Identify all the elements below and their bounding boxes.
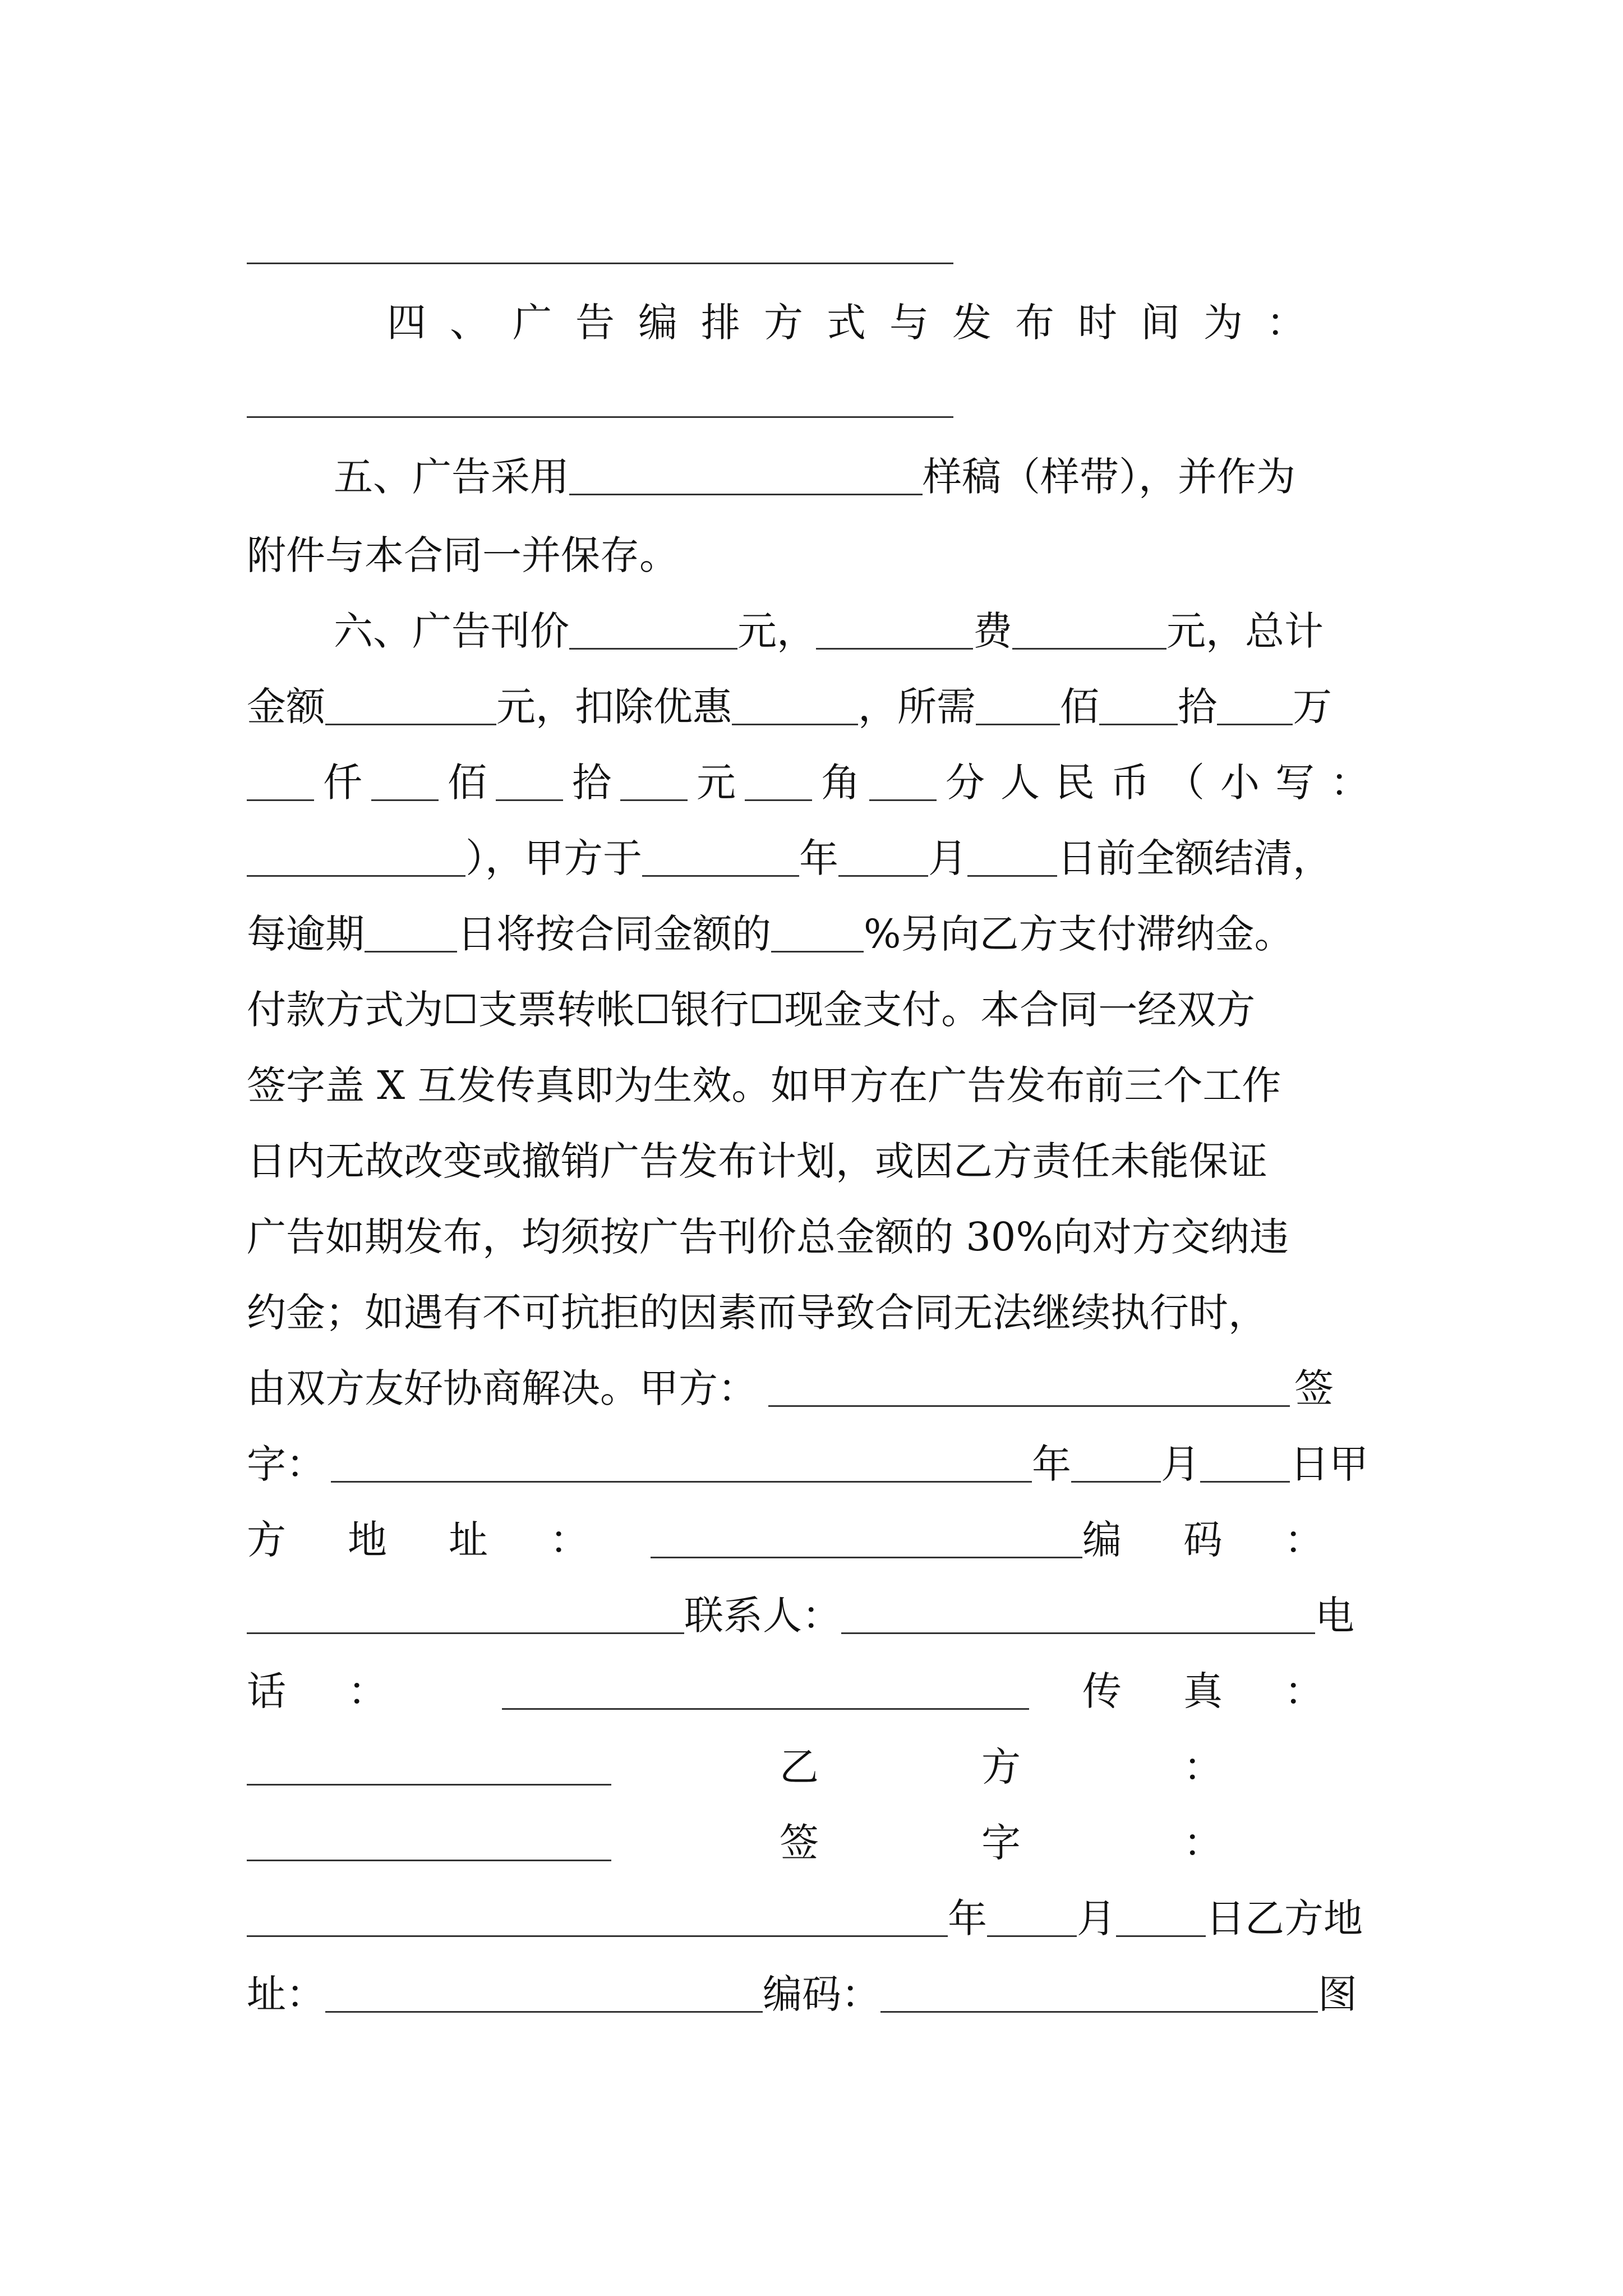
text: 金额 [247, 684, 325, 730]
section6-line8 [247, 1130, 1385, 1192]
blank-line [247, 263, 953, 264]
party-a-sign-line [247, 1433, 1385, 1495]
text: 仟 [323, 760, 362, 806]
text: 拾 [1178, 684, 1217, 730]
blank-field [642, 840, 799, 877]
text: %另向乙方支付滞纳金。 [864, 911, 1294, 957]
text: 元， [737, 608, 816, 654]
text: 月 [1161, 1441, 1200, 1487]
blank-field [569, 613, 737, 650]
blank-field [838, 840, 928, 877]
blank-field [987, 1901, 1077, 1937]
section6-line7 [247, 1055, 1385, 1116]
text: 址： [247, 1971, 325, 2017]
text: 角 [821, 760, 860, 806]
blank-field [247, 1598, 684, 1634]
blank-field [496, 765, 563, 801]
blank-field [1200, 1446, 1290, 1483]
text: 编码： [1082, 1517, 1385, 1563]
section6-line5 [247, 903, 1385, 965]
text: 年 [948, 1895, 987, 1941]
blank-line [247, 416, 953, 418]
text: 费 [973, 608, 1012, 654]
text: 联系人： [684, 1593, 841, 1639]
blank-field [771, 916, 864, 953]
text: 方地址： [247, 1517, 651, 1563]
text: 五、广告采用 [334, 454, 569, 500]
section4-label: 四、广告编排方式与发布时间为： [387, 300, 1329, 346]
blank-field [247, 1901, 948, 1937]
blank-field [880, 1976, 1318, 2013]
blank-field [976, 689, 1060, 725]
text: 月 [1077, 1895, 1116, 1941]
text: 由双方友好协商解决。甲方： [247, 1365, 757, 1411]
text: 付款方式为☐支票转帐☐银行☐现金支付。本合同一经双方 [247, 987, 1256, 1033]
text: 话： [247, 1668, 449, 1714]
section6-line1 [247, 600, 1472, 662]
text: 佰 [448, 760, 487, 806]
section6-line10 [247, 1282, 1385, 1343]
text: 签 [1294, 1365, 1334, 1411]
text: 每逾期 [247, 911, 365, 957]
text: 佰 [1060, 684, 1099, 730]
blank-field [967, 840, 1057, 877]
text: 年 [799, 835, 838, 881]
blank-field [331, 1446, 1032, 1483]
text: 万 [1293, 684, 1332, 730]
blank-field [1099, 689, 1178, 725]
blank-field [651, 1522, 1082, 1558]
blank-field [620, 765, 688, 801]
party-b-date-line [247, 1888, 1385, 1949]
section6-line11 [247, 1358, 1385, 1419]
party-b-sign-line [247, 1812, 1385, 1874]
text: 日内无故改变或撤销广告发布计划，或因乙方责任未能保证 [247, 1138, 1267, 1184]
text: 日甲 [1290, 1441, 1368, 1487]
blank-field [1116, 1901, 1206, 1937]
blank-field [247, 840, 465, 877]
blank-field [1012, 613, 1166, 650]
text: 年 [1032, 1441, 1071, 1487]
text: 六、广告刊价 [334, 608, 569, 654]
text: 电 [1315, 1593, 1354, 1639]
party-a-contact-line [247, 1585, 1385, 1646]
section6-line3 [247, 752, 1385, 813]
blank-field [371, 765, 439, 801]
blank-field [502, 1673, 1029, 1710]
text: 签字： [780, 1820, 1385, 1866]
text: 约金；如遇有不可抗拒的因素而导致合同无法继续执行时， [247, 1290, 1267, 1336]
text: 乙方： [780, 1744, 1385, 1790]
text: 元 [697, 760, 736, 806]
text: ），甲方于 [465, 835, 642, 881]
party-a-phone-line [247, 1660, 1385, 1722]
blank-field [569, 459, 923, 495]
section5-line2 [247, 524, 1385, 586]
blank-field [1217, 689, 1293, 725]
text: 元，扣除优惠 [496, 684, 732, 730]
text: 传真： [1082, 1668, 1385, 1714]
text: 样稿（样带），并作为 [923, 454, 1295, 500]
section4-heading [247, 292, 1385, 353]
blank-field [745, 765, 812, 801]
section6-line4 [247, 827, 1385, 889]
text: 分人民币（小写： [946, 760, 1385, 806]
blank-field [768, 1370, 1290, 1407]
section6-line2 [247, 676, 1385, 738]
blank-field [365, 916, 457, 953]
party-b-address-line [247, 1963, 1385, 2025]
blank-field [869, 765, 937, 801]
party-a-address-line [247, 1509, 1385, 1571]
text: 签字盖 X 互发传真即为生效。如甲方在广告发布前三个工作 [247, 1062, 1281, 1108]
text: 日乙方地 [1206, 1895, 1363, 1941]
text: 拾 [572, 760, 611, 806]
blank-field [816, 613, 973, 650]
section5-line1 [247, 446, 1472, 508]
section6-line9 [247, 1206, 1385, 1268]
text: 日将按合同金额的 [457, 911, 771, 957]
text: ，所需 [858, 684, 976, 730]
text: 元，总计 [1166, 608, 1324, 654]
text: 图 [1318, 1971, 1357, 2017]
section6-line6 [247, 979, 1385, 1041]
text: 广告如期发布，均须按广告刊价总金额的 30%向对方交纳违 [247, 1214, 1289, 1260]
text: 日前全额结清， [1057, 835, 1332, 881]
blank-field [841, 1598, 1315, 1634]
text: 字： [247, 1441, 325, 1487]
blank-field [325, 1976, 763, 2013]
blank-field [325, 689, 496, 725]
blank-field [247, 1825, 611, 1861]
blank-field [247, 1749, 611, 1786]
text: 附件与本合同一并保存。 [247, 532, 679, 578]
text: 编码： [763, 1971, 880, 2017]
blank-field [247, 765, 314, 801]
blank-field [1071, 1446, 1161, 1483]
blank-field [732, 689, 858, 725]
party-b-line [247, 1736, 1385, 1798]
text: 月 [928, 835, 967, 881]
